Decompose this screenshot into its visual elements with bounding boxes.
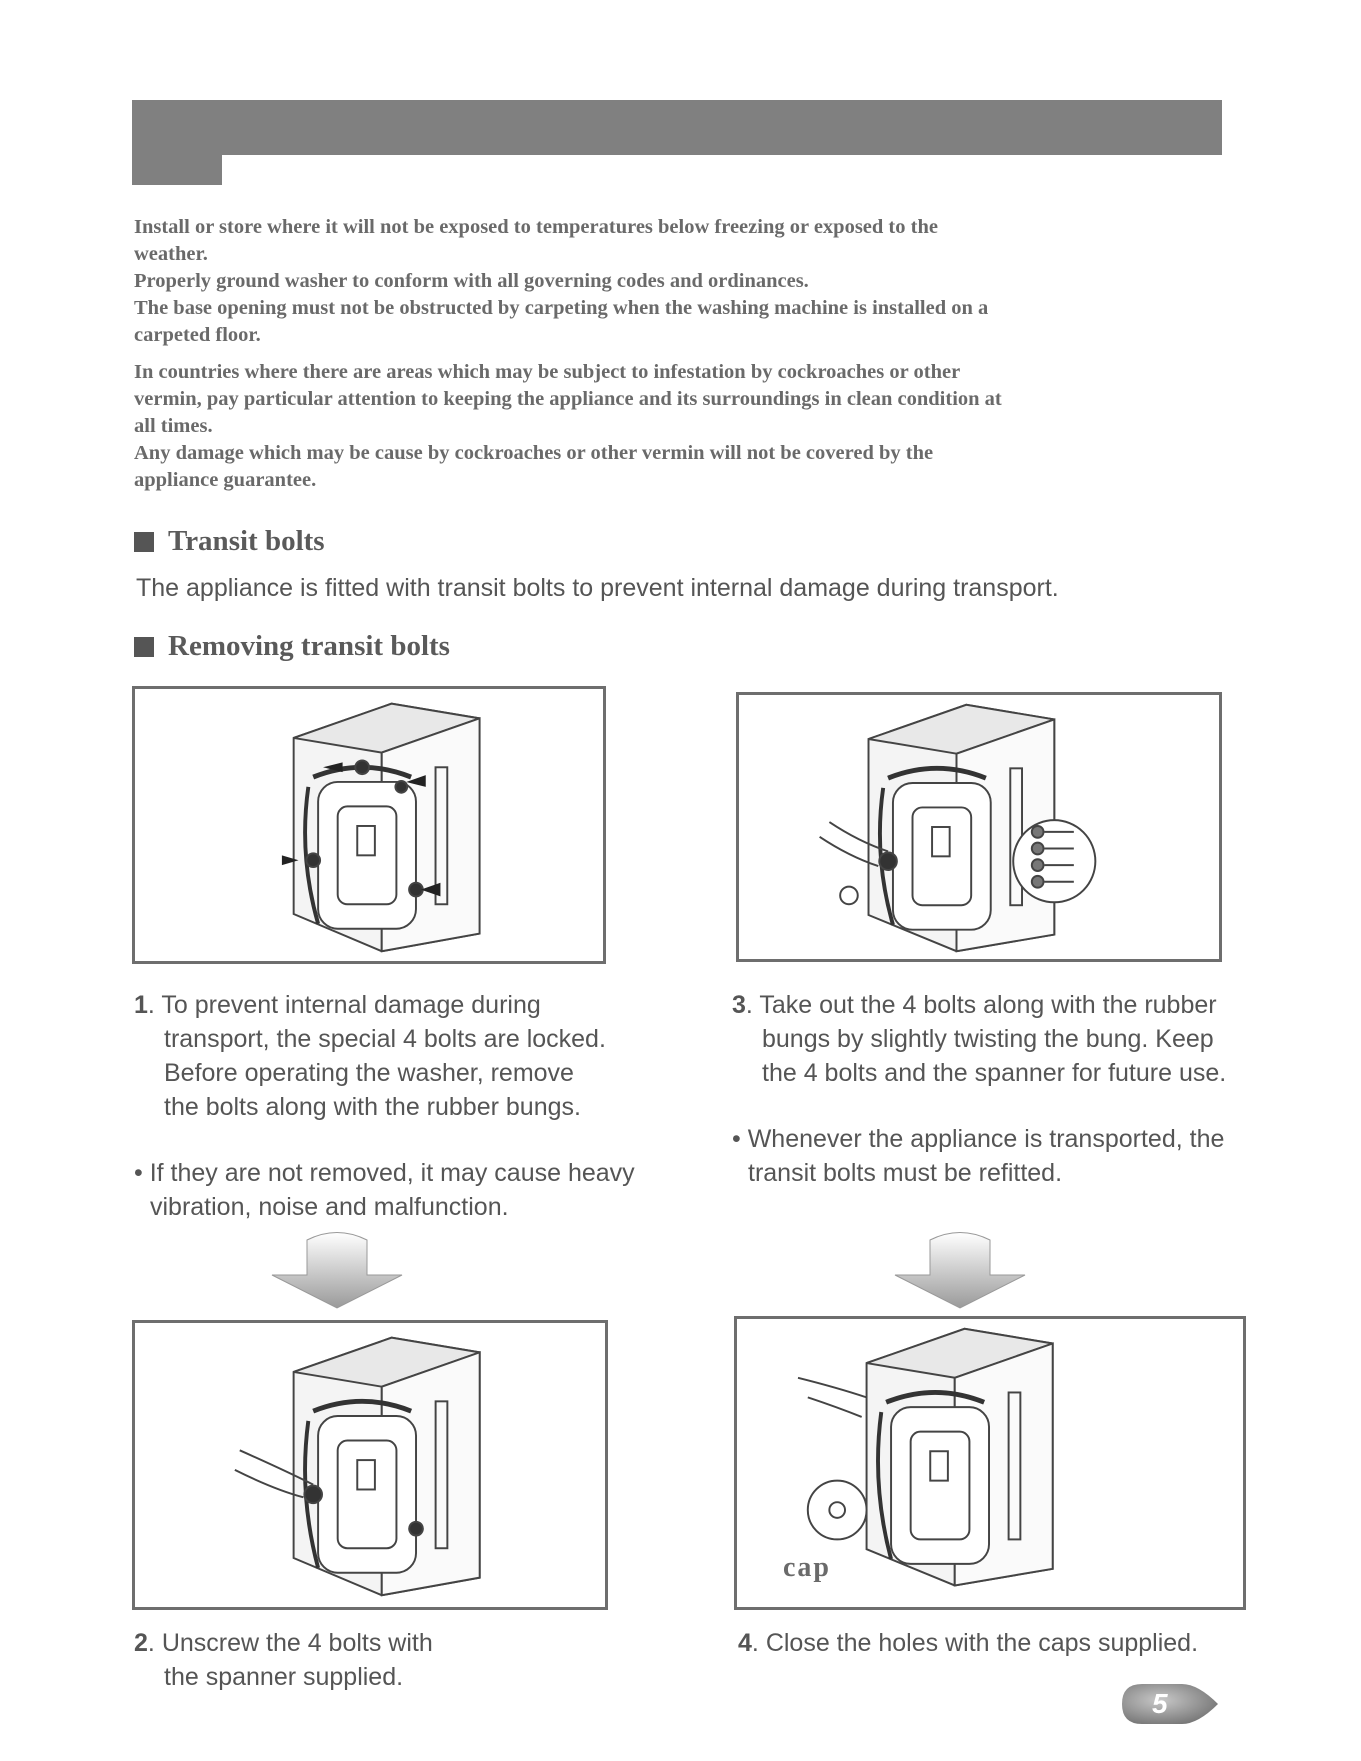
step-line: Close the holes with the caps supplied. <box>765 1629 1199 1657</box>
step-line: Unscrew the 4 bolts with <box>161 1629 433 1657</box>
note-line: vibration, noise and malfunction. <box>150 1193 509 1221</box>
step-1-note <box>134 1156 635 1224</box>
page-number: 5 <box>1152 1688 1168 1719</box>
cap-label: cap <box>783 1552 831 1583</box>
step-line: the bolts along with the rubber bungs. <box>164 1093 581 1121</box>
step-line: the spanner supplied. <box>164 1663 404 1691</box>
note-line: • If they are not removed, it may cause heavy <box>134 1159 635 1187</box>
step-number: 2 <box>134 1629 148 1657</box>
step-line: transport, the special 4 bolts are locked. <box>164 1025 606 1053</box>
washer-rear-illustration <box>135 689 603 961</box>
section-title-removing-bolts <box>134 630 450 663</box>
header-bar <box>132 100 1222 155</box>
step-3-note <box>732 1122 1224 1190</box>
step-4: 4. Close the holes with the caps supplied. <box>738 1629 1199 1657</box>
step-3: 3. Take out the 4 bolts along with the rubber bungs by slightly twisting the bung. Keep the 4 bolts and the spanner for future use. <box>732 988 1226 1090</box>
page-number-badge <box>1120 1682 1220 1726</box>
note-line: • Whenever the appliance is transported, the <box>732 1125 1225 1153</box>
washer-bolts-removed-illustration <box>739 695 1219 959</box>
step-1: 1. To prevent internal damage during transport, the special 4 bolts are locked. Before operating the washer, remove the bolts along with the rubber bungs. <box>134 988 606 1124</box>
warning-line: all times. <box>134 415 213 437</box>
warning-line: appliance guarantee. <box>134 469 317 491</box>
warnings-block <box>134 214 1224 504</box>
step-line: the 4 bolts and the spanner for future use. <box>762 1059 1227 1087</box>
step-line: Take out the 4 bolts along with the rubber <box>759 991 1217 1019</box>
warning-line: In countries where there are areas which may be subject to infestation by cockroaches or other <box>134 361 961 383</box>
step-number: 3 <box>732 991 746 1019</box>
header-tab <box>132 155 222 185</box>
section-title-transit-bolts <box>134 525 325 558</box>
warning-line: carpeted floor. <box>134 324 261 346</box>
section-title-text: Removing transit bolts <box>168 630 450 662</box>
step-number: 4 <box>738 1629 752 1657</box>
washer-spanner-illustration <box>135 1323 605 1607</box>
warning-line: Any damage which may be cause by cockroaches or other vermin will not be covered by the <box>134 442 934 464</box>
step-line: To prevent internal damage during <box>161 991 541 1019</box>
warning-paragraph-1 <box>134 214 1224 349</box>
warning-line: weather. <box>134 243 208 265</box>
warning-line: vermin, pay particular attention to keeping the appliance and its surroundings in clean condition at <box>134 388 1002 410</box>
figure-step-1 <box>132 686 606 964</box>
warning-line: Properly ground washer to conform with all governing codes and ordinances. <box>134 270 809 292</box>
down-arrow-icon <box>885 1230 1035 1310</box>
square-bullet-icon <box>134 532 154 552</box>
step-line: Before operating the washer, remove <box>164 1059 574 1087</box>
transit-intro: The appliance is fitted with transit bolts to prevent internal damage during transport. <box>136 574 1059 602</box>
step-2: 2. Unscrew the 4 bolts with the spanner supplied. <box>134 1626 433 1694</box>
square-bullet-icon <box>134 637 154 657</box>
down-arrow-icon <box>262 1230 412 1310</box>
figure-step-2 <box>132 1320 608 1610</box>
note-line: transit bolts must be refitted. <box>748 1159 1063 1187</box>
figure-step-3 <box>736 692 1222 962</box>
step-line: bungs by slightly twisting the bung. Keep <box>762 1025 1214 1053</box>
step-number: 1 <box>134 991 148 1019</box>
warning-paragraph-2 <box>134 359 1224 494</box>
section-title-text: Transit bolts <box>168 525 325 557</box>
warning-line: The base opening must not be obstructed by carpeting when the washing machine is installed on a <box>134 297 989 319</box>
warning-line: Install or store where it will not be exposed to temperatures below freezing or exposed to the <box>134 216 938 238</box>
